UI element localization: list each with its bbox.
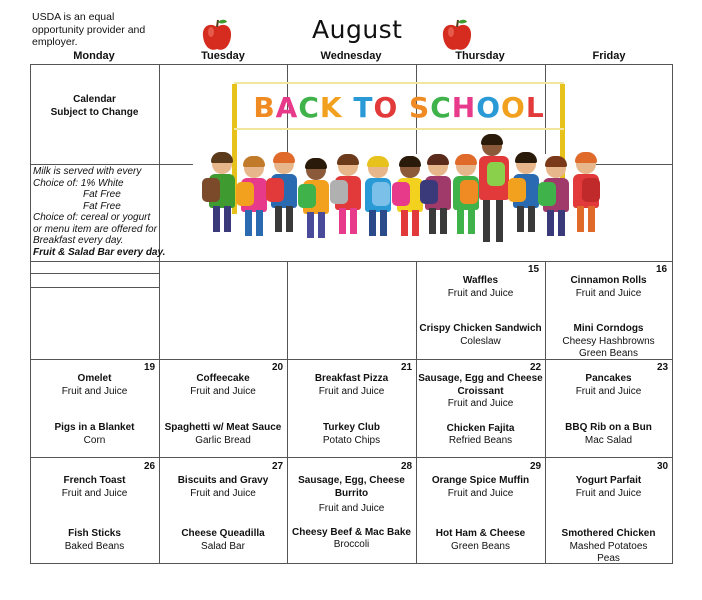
date-number: 16 bbox=[656, 264, 668, 275]
schedule-notice: Calendar Subject to Change bbox=[50, 94, 139, 118]
menu-cell-aug-22: Sausage, Egg and Cheese Croissant Fruit and Juice Chicken Fajita Refried Beans bbox=[418, 373, 543, 446]
day-header-thursday: Thursday bbox=[455, 50, 505, 62]
menu-cell-aug-26: French Toast Fruit and Juice Fish Sticks Baked Beans bbox=[61, 475, 128, 552]
day-header-friday: Friday bbox=[592, 50, 626, 62]
menu-cell-aug-27: Biscuits and Gravy Fruit and Juice Cheese Queadilla Salad Bar bbox=[177, 475, 269, 552]
date-number: 30 bbox=[657, 461, 669, 472]
menu-cell-aug-28: Sausage, Egg, Cheese Burrito Fruit and Juice Cheesy Beef & Mac Bake Broccoli bbox=[292, 475, 411, 550]
date-number: 21 bbox=[401, 362, 413, 373]
date-number: 28 bbox=[401, 461, 413, 472]
date-number: 26 bbox=[144, 461, 156, 472]
day-header-monday: Monday bbox=[73, 50, 115, 62]
menu-cell-aug-23: Pancakes Fruit and Juice BBQ Rib on a Bun Mac Salad bbox=[565, 373, 652, 446]
menu-cell-aug-19: Omelet Fruit and Juice Pigs in a Blanket Corn bbox=[54, 373, 135, 446]
milk-note: Milk is served with every Choice of: 1% White Fat Free Fat Free Choice of: cereal or yogurt or menu item are offered for Breakfast every day. Fruit & Salad Bar every day. bbox=[33, 166, 166, 258]
usda-disclaimer: USDA is an equal opportunity provider and employer. bbox=[32, 11, 146, 48]
date-number: 23 bbox=[657, 362, 669, 373]
date-number: 19 bbox=[144, 362, 156, 373]
menu-cell-aug-20: Coffeecake Fruit and Juice Spaghetti w/ Meat Sauce Garlic Bread bbox=[164, 373, 282, 446]
date-number: 15 bbox=[528, 264, 540, 275]
menu-cell-aug-30: Yogurt Parfait Fruit and Juice Smothered Chicken Mashed Potatoes Peas bbox=[561, 475, 656, 564]
apple-icon bbox=[440, 18, 474, 54]
apple-icon bbox=[200, 18, 234, 54]
day-header-wednesday: Wednesday bbox=[320, 50, 382, 62]
banner bbox=[234, 82, 564, 130]
menu-cell-aug-29: Orange Spice Muffin Fruit and Juice Hot Ham & Cheese Green Beans bbox=[431, 475, 530, 552]
date-number: 29 bbox=[530, 461, 542, 472]
menu-cell-aug-16: Cinnamon Rolls Fruit and Juice Mini Corndogs Cheesy Hashbrowns Green Beans bbox=[562, 275, 655, 359]
menu-cell-aug-21: Breakfast Pizza Fruit and Juice Turkey Club Potato Chips bbox=[314, 373, 389, 446]
date-number: 27 bbox=[272, 461, 284, 472]
day-header-tuesday: Tuesday bbox=[201, 50, 245, 62]
date-number: 22 bbox=[530, 362, 542, 373]
back-to-school-illustration bbox=[200, 74, 620, 254]
banner-text bbox=[234, 84, 564, 128]
month-title: August bbox=[312, 15, 403, 44]
menu-cell-aug-15: Waffles Fruit and Juice Crispy Chicken Sandwich Coleslaw bbox=[419, 275, 542, 347]
date-number: 20 bbox=[272, 362, 284, 373]
svg-text:BACK TO SCHO: BACK TO SCHOOL bbox=[253, 91, 545, 124]
